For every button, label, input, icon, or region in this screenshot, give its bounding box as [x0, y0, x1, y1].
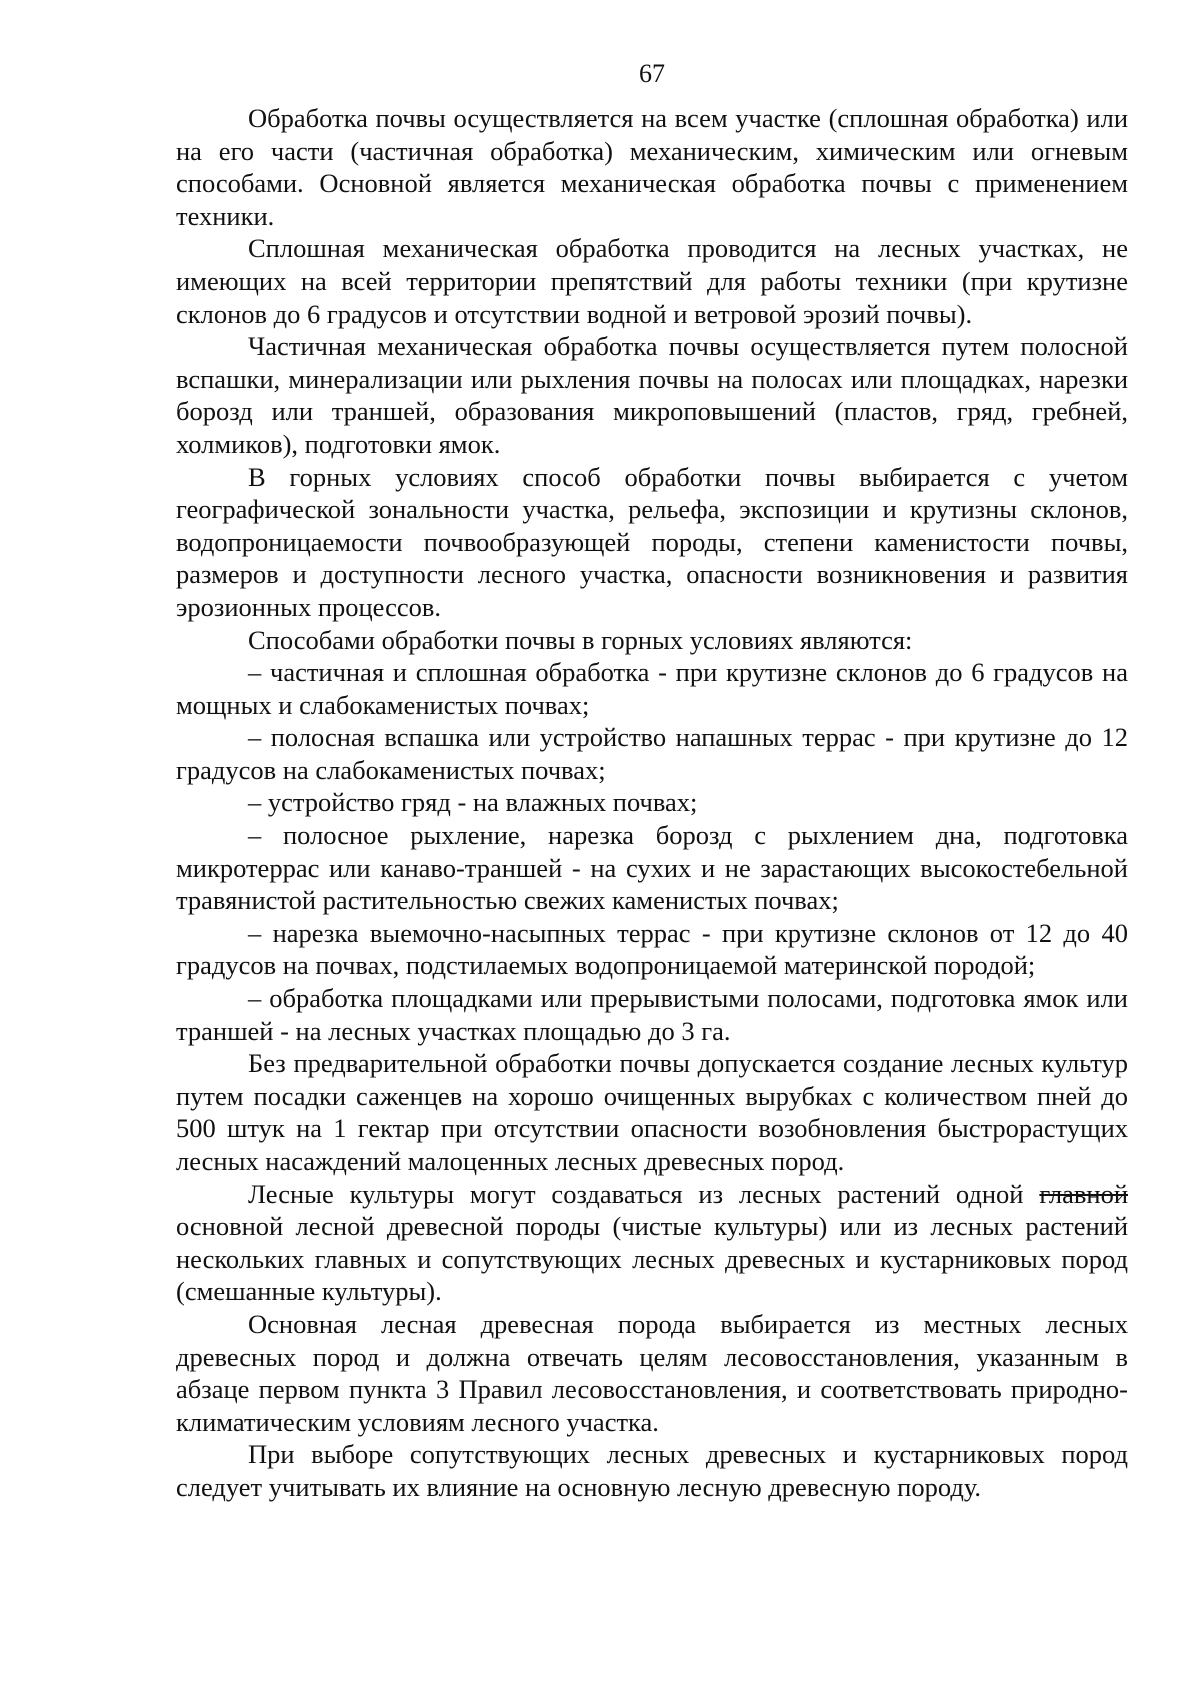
forest-cultures-text-end: основной лесной древесной породы (чистые культуры) или из лесных растений нескольких главных и сопутствующих лесных древесных и кустарниковых пород (смешанные культуры). — [176, 1211, 1128, 1307]
paragraph-continuous-tillage: Сплошная механическая обработка проводится на лесных участках, не имеющих на всей территории препятствий для работы техники (при крутизне склонов до 6 градусов и отсутствии водной и ветровой эрозий почвы). — [176, 233, 1128, 329]
paragraph-accompanying-species: При выборе сопутствующих лесных древесных и кустарниковых пород следует учитывать их влияние на основную лесную древесную породу. — [176, 1439, 1128, 1502]
paragraph-mountain-methods-intro: Способами обработки почвы в горных условиях являются: — [248, 624, 913, 655]
paragraph-tillage-overview: Обработка почвы осуществляется на всем участке (сплошная обработка) или на его части (частичная обработка) механическим, химическим или огневым способами. Основной является механическая обработка почвы с применением техники. — [176, 103, 1128, 231]
struck-word: главной — [1039, 1178, 1128, 1209]
paragraph-partial-tillage: Частичная механическая обработка почвы осуществляется путем полосной вспашки, минерализации или рыхления почвы на полосах или площадках, нарезки борозд или траншей, образования микроповышений (пластов, гряд, гребней, холмиков), подготовки ямок. — [176, 331, 1128, 459]
paragraph-no-pretreatment: Без предварительной обработки почвы допускается создание лесных культур путем посадки саженцев на хорошо очищенных вырубках с количеством пней до 500 штук на 1 гектар при отсутствии опасности возобновления быстрорастущих лесных насаждений малоценных лесных древесных пород. — [176, 1048, 1128, 1176]
list-item-ridges: – устройство гряд - на влажных почвах; — [248, 787, 698, 818]
list-item-partial-continuous: – частичная и сплошная обработка - при крутизне склонов до 6 градусов на мощных и слабокаменистых почвах; — [176, 657, 1128, 720]
list-item-strip-plowing: – полосная вспашка или устройство напашных террас - при крутизне до 12 градусов на слабокаменистых почвах; — [176, 722, 1128, 785]
forest-cultures-text-start: Лесные культуры могут создаваться из лесных растений одной — [248, 1178, 1040, 1209]
paragraph-mountain-conditions: В горных условиях способ обработки почвы выбирается с учетом географической зональности участка, рельефа, экспозиции и крутизны склонов, водопроницаемости почвообразующей породы, степени каменистости почвы, размеров и доступности лесного участка, опасности возникновения и развития эрозионных процессов. — [176, 461, 1128, 622]
list-item-strip-loosening: – полосное рыхление, нарезка борозд с рыхлением дна, подготовка микротеррас или канаво-траншей - на сухих и не зарастающих высокостебельной травянистой растительностью свежих каменистых почвах; — [176, 820, 1128, 916]
page-number: 67 — [639, 59, 665, 88]
paragraph-main-species: Основная лесная древесная порода выбирается из местных лесных древесных пород и должна отвечать целям лесовосстановления, указанным в абзаце первом пункта 3 Правил лесовосстановления, и соответствовать природно-климатическим условиям лесного участка. — [176, 1308, 1128, 1437]
paragraph-forest-cultures — [176, 1178, 1128, 1308]
list-item-cut-fill-terraces: – нарезка выемочно-насыпных террас - при крутизне склонов от 12 до 40 градусов на почвах, подстилаемых водопроницаемой материнской породой; — [176, 917, 1128, 981]
document-page — [176, 58, 1128, 1504]
list-item-plots-strips: – обработка площадками или прерывистыми полосами, подготовка ямок или траншей - на лесных участках площадью до 3 га. — [176, 983, 1128, 1046]
